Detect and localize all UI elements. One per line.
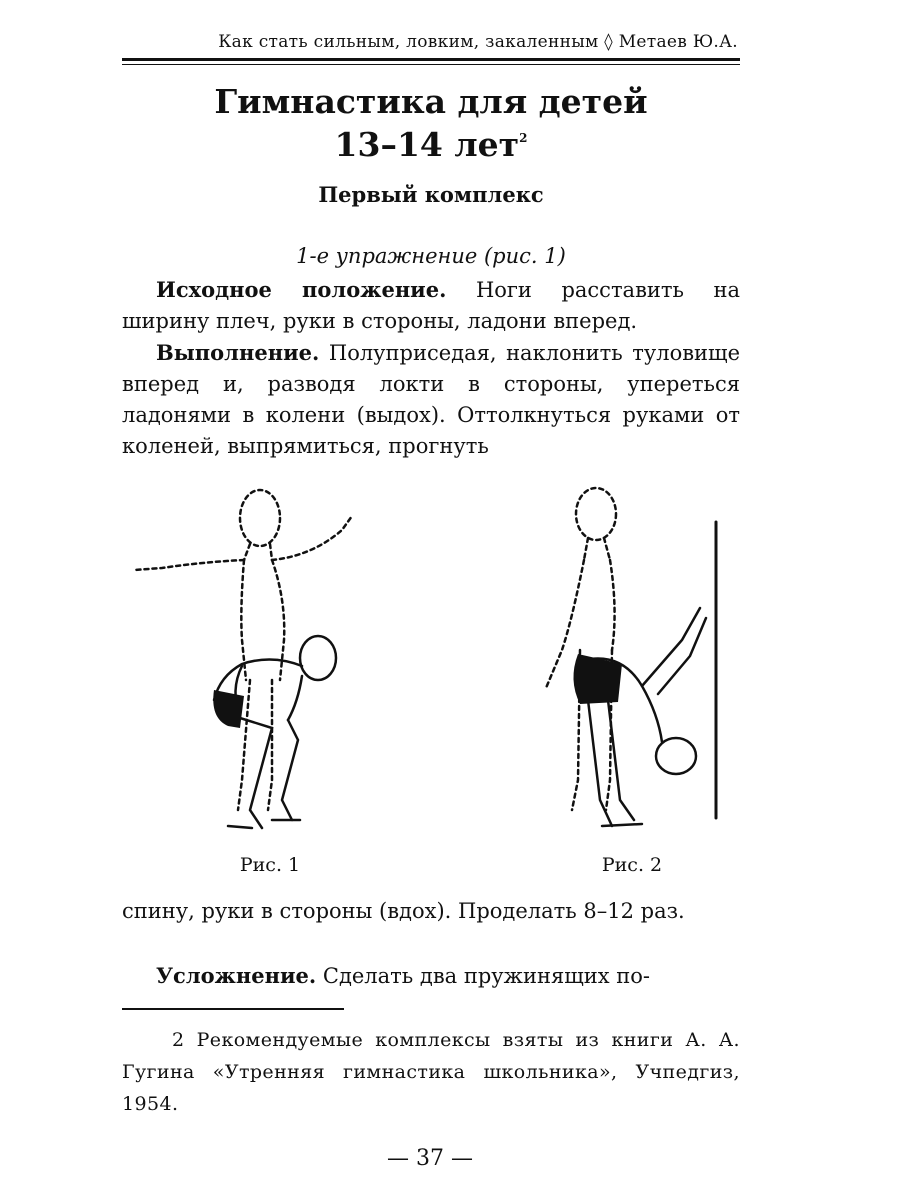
section-title-line2 xyxy=(122,120,740,163)
section-title xyxy=(122,84,740,163)
section-title-age: 13–14 лет xyxy=(334,125,520,164)
figure-2-start-silhouette xyxy=(546,488,616,810)
exercise-title: 1-е упражнение (рис. 1) xyxy=(296,244,566,268)
execution-text: Полуприседая, наклонить туловище вперед и, разводя локти в стороны, упереться ладонями в колени (выдох). Оттолкнуться руками от коленей, выпрямиться, прогнуть xyxy=(122,341,740,458)
continued-paragraph: спину, руки в стороны (вдох). Проделать 8–12 раз. xyxy=(122,899,685,923)
start-position-text: Ноги расставить на ширину плеч, руки в стороны, ладони вперед. xyxy=(122,278,740,333)
start-position-paragraph xyxy=(122,274,740,337)
figure-1-squat-figure xyxy=(214,636,336,828)
running-header: Как стать сильным, ловким, закаленным ◊ Метаев Ю.А. xyxy=(218,32,738,52)
complication-paragraph xyxy=(122,960,740,992)
complication-text: Сделать два пружинящих по- xyxy=(316,964,650,988)
figure-2-bent-figure xyxy=(584,608,706,826)
complex-title: Первый комплекс xyxy=(318,182,544,207)
start-position-label: Исходное положение. xyxy=(156,277,447,302)
figure-1-caption: Рис. 1 xyxy=(239,854,301,876)
execution-paragraph xyxy=(122,337,740,462)
header-rule-thin xyxy=(122,64,740,65)
execution-label: Выполнение. xyxy=(156,340,320,365)
complication-label: Усложнение. xyxy=(156,963,317,988)
figure-2-illustration xyxy=(546,488,716,826)
figure-1-illustration xyxy=(134,490,352,828)
page-number: — 37 — xyxy=(387,1146,473,1171)
footnote-rule xyxy=(122,1008,344,1010)
figure-2-caption: Рис. 2 xyxy=(601,854,663,876)
footnote: 2 Рекомендуемые комплексы взяты из книги А. А. Гугина «Утренняя гимнастика школьника», Учпедгиз, 1954. xyxy=(122,1029,740,1115)
footnote-mark: 2 xyxy=(519,131,528,145)
figure-1-start-silhouette xyxy=(134,490,352,810)
exercise-illustrations xyxy=(122,480,740,840)
header-rule-thick xyxy=(122,58,740,61)
section-title-line1: Гимнастика для детей xyxy=(214,82,648,121)
